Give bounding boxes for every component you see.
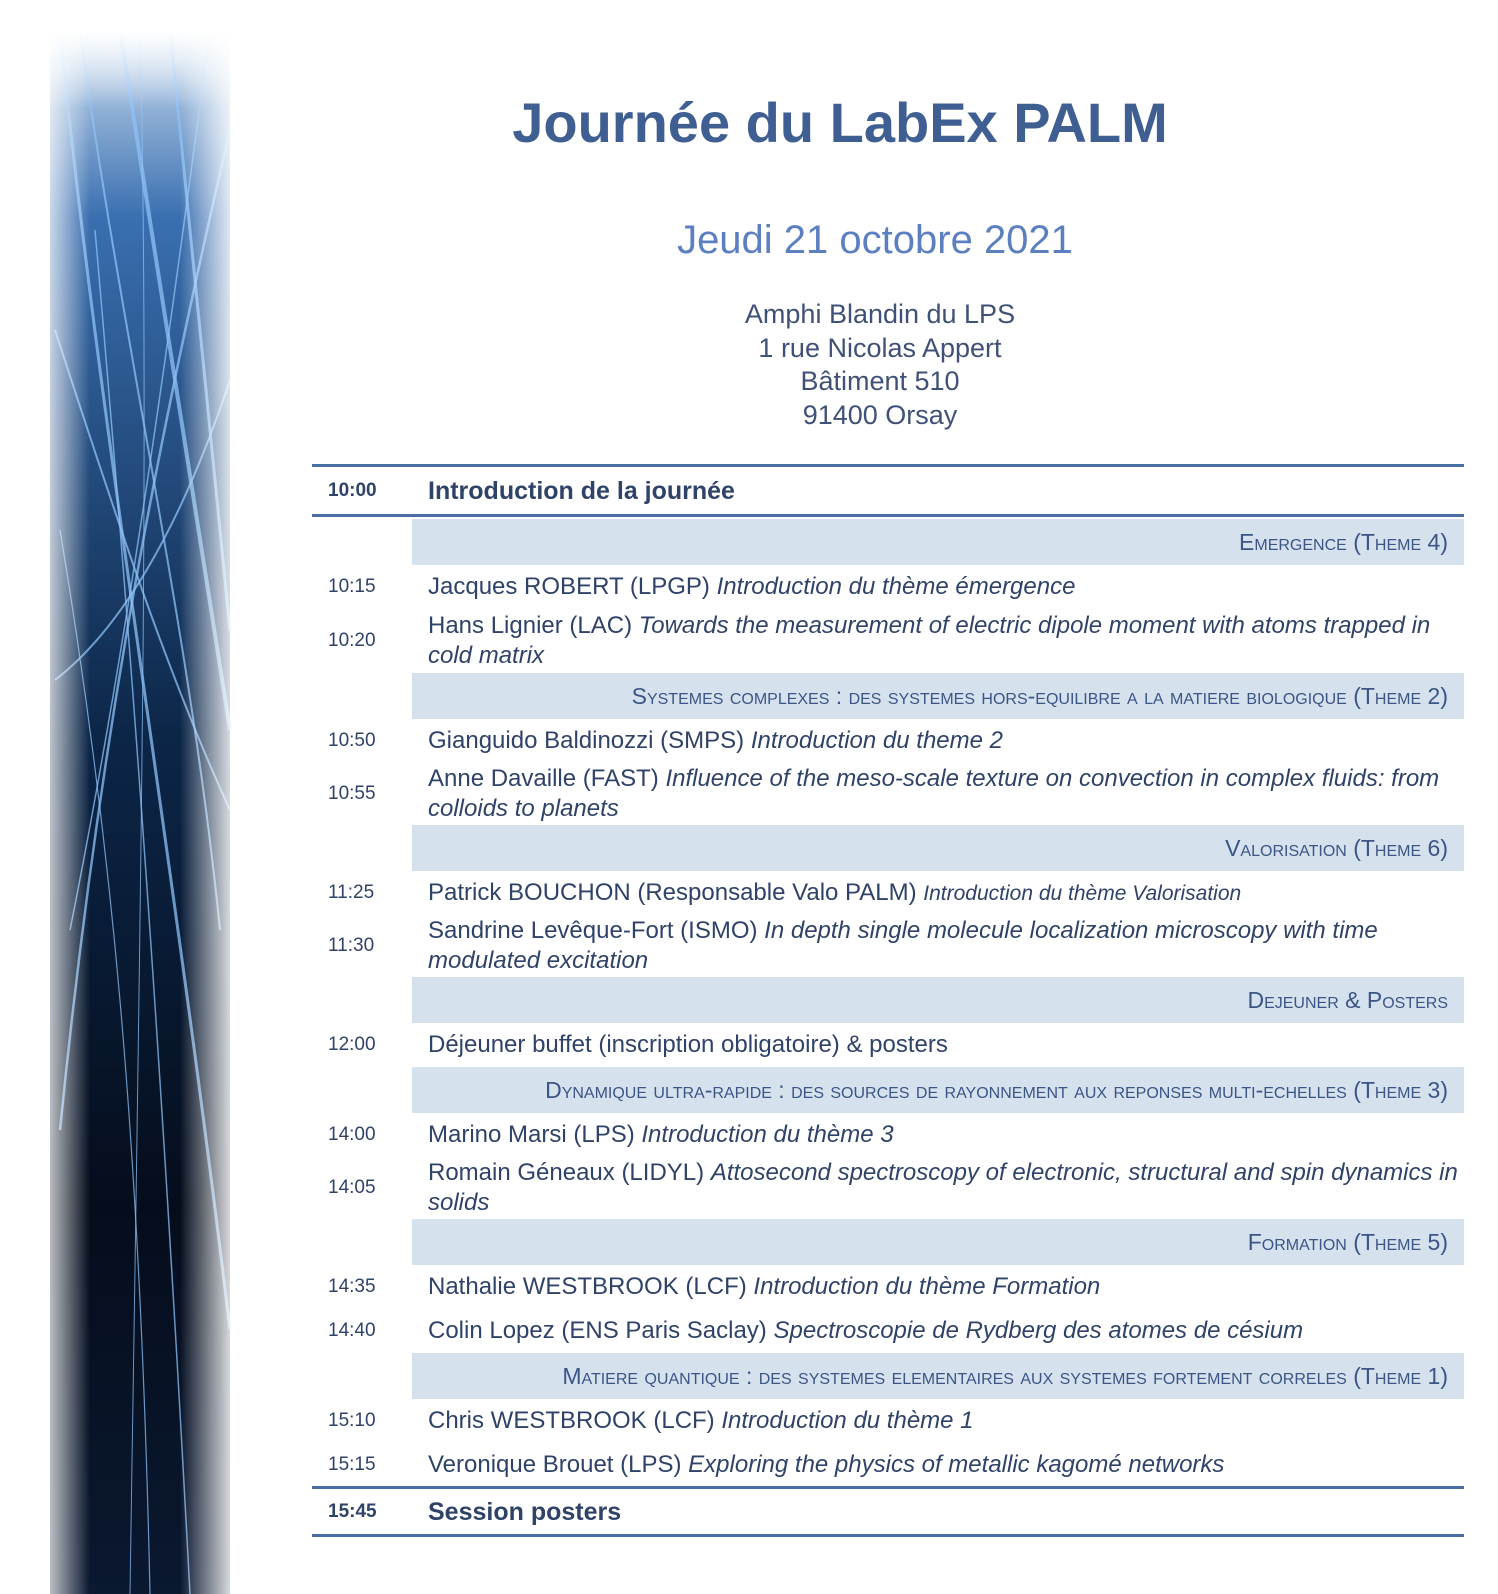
speaker: Nathalie WESTBROOK (LCF) (428, 1273, 747, 1300)
talk-cell (414, 1450, 1464, 1480)
intro-label: Introduction de la journée (428, 476, 735, 505)
address-line: Bâtiment 510 (800, 366, 960, 396)
talk-cell (414, 1272, 1464, 1302)
talk-title: Influence of the meso-scale texture on convection in complex fluids: from colloids to planets (428, 765, 1440, 822)
time-cell: 11:30 (328, 935, 375, 956)
time-cell: 14:35 (328, 1276, 376, 1297)
schedule-row (312, 1399, 1464, 1443)
time-cell: 14:40 (328, 1320, 376, 1341)
time-cell: 14:00 (328, 1124, 376, 1145)
schedule-row (312, 1157, 1464, 1219)
speaker: Jacques ROBERT (LPGP) (428, 573, 710, 600)
theme-header-matiere-quantique: Matiere quantique : des systemes elementaires aux systemes fortement correles (Theme 1) (412, 1353, 1464, 1399)
speaker: Chris WESTBROOK (LCF) (428, 1407, 715, 1434)
schedule-row-intro (312, 464, 1464, 517)
speaker: Patrick BOUCHON (Responsable Valo PALM) (428, 878, 917, 906)
time-cell: 10:15 (328, 576, 376, 597)
speaker: Gianguido Baldinozzi (SMPS) (428, 727, 745, 754)
talk-cell (414, 1030, 1464, 1060)
posters-label: Session posters (428, 1497, 622, 1526)
schedule-row (312, 609, 1464, 673)
talk-cell (414, 1316, 1464, 1346)
talk-title: Introduction du thème émergence (716, 573, 1076, 600)
talk-title: In depth single molecule localization microscopy with time modulated excitation (428, 917, 1378, 974)
theme-header-emergence: Emergence (Theme 4) (412, 519, 1464, 565)
time-cell: 10:55 (328, 783, 376, 804)
address-line: 91400 Orsay (802, 399, 958, 430)
time-cell: 10:50 (328, 730, 376, 751)
schedule-row (312, 1265, 1464, 1309)
talk-title: Towards the measurement of electric dipole moment with atoms trapped in cold matrix (428, 612, 1431, 669)
time-cell: 11:25 (328, 882, 375, 903)
event-date: Jeudi 21 octobre 2021 (677, 218, 1073, 262)
talk-cell (414, 1120, 1464, 1150)
talk-title: Introduction du theme 2 (750, 727, 1003, 754)
talk-title: Introduction du thème 1 (721, 1407, 974, 1434)
talk-title: Spectroscopie de Rydberg des atomes de césium (773, 1317, 1304, 1344)
talk-title: Introduction du thème Valorisation (923, 881, 1242, 905)
schedule-row (312, 1113, 1464, 1157)
speaker: Romain Géneaux (LIDYL) (428, 1159, 705, 1186)
schedule-row (312, 763, 1464, 825)
event-address (620, 298, 1140, 432)
schedule-row-posters (312, 1486, 1464, 1537)
speaker: Marino Marsi (LPS) (428, 1121, 635, 1148)
time-cell: 12:00 (328, 1034, 376, 1055)
time-cell: 15:15 (328, 1453, 376, 1475)
time-cell: 15:10 (328, 1410, 376, 1431)
talk-title: Introduction du thème 3 (641, 1121, 894, 1148)
talk-cell (414, 726, 1464, 756)
talk-cell (414, 611, 1464, 671)
theme-header-systemes-complexes: Systemes complexes : des systemes hors-equilibre a la matiere biologique (Theme 2) (412, 673, 1464, 719)
speaker: Anne Davaille (FAST) (428, 765, 659, 792)
theme-header-dynamique: Dynamique ultra-rapide : des sources de rayonnement aux reponses multi-echelles (Theme 3) (412, 1067, 1464, 1113)
page-title: Journée du LabEx PALM (512, 91, 1168, 154)
schedule-row (312, 719, 1464, 763)
talk-cell (414, 1158, 1464, 1218)
talk-title: Attosecond spectroscopy of electronic, structural and spin dynamics in solids (428, 1159, 1458, 1216)
speaker: Déjeuner buffet (inscription obligatoire) & posters (428, 1031, 948, 1058)
talk-cell (414, 916, 1464, 976)
theme-header-formation: Formation (Theme 5) (412, 1219, 1464, 1265)
theme-header-valorisation: Valorisation (Theme 6) (412, 825, 1464, 871)
address-line: 1 rue Nicolas Appert (758, 332, 1002, 363)
talk-cell (414, 1406, 1464, 1436)
schedule-row (312, 1443, 1464, 1486)
talk-title: Exploring the physics of metallic kagomé networks (688, 1450, 1225, 1478)
decorative-fiber-banner (40, 30, 240, 1594)
talk-cell (414, 878, 1464, 909)
schedule-row (312, 871, 1464, 915)
talk-cell (414, 764, 1464, 824)
speaker: Veronique Brouet (LPS) (428, 1450, 682, 1478)
speaker: Sandrine Levêque-Fort (ISMO) (428, 917, 758, 944)
talk-cell (414, 572, 1464, 602)
schedule-row (312, 565, 1464, 609)
talk-title: Introduction du thème Formation (753, 1273, 1101, 1300)
time-cell: 15:45 (328, 1500, 377, 1522)
time-cell: 10:00 (328, 479, 377, 501)
schedule-row (312, 1309, 1464, 1353)
schedule-row (312, 1023, 1464, 1067)
time-cell: 14:05 (328, 1177, 376, 1198)
time-cell: 10:20 (328, 630, 376, 651)
speaker: Colin Lopez (ENS Paris Saclay) (428, 1317, 767, 1344)
address-line: Amphi Blandin du LPS (744, 299, 1016, 329)
schedule-table (312, 464, 1464, 1537)
speaker: Hans Lignier (LAC) (428, 612, 633, 639)
schedule-row (312, 915, 1464, 977)
theme-header-dejeuner: Dejeuner & Posters (412, 977, 1464, 1023)
